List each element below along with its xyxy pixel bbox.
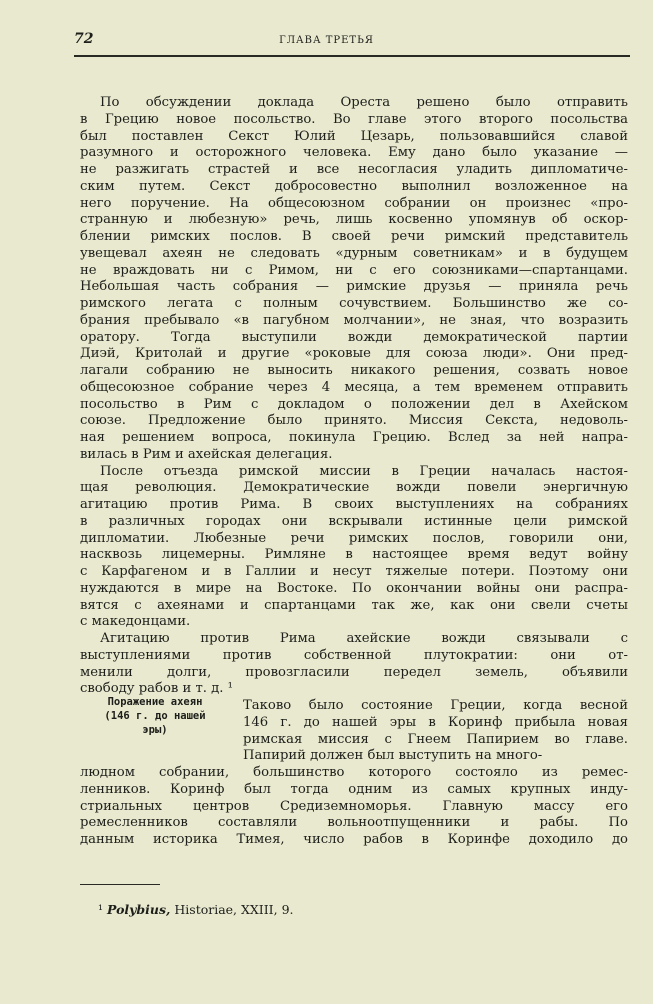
text-line: Диэй, Критолай и другие «роковые для союза люди». Они пред- [80, 346, 628, 362]
text-line: блении римских послов. В своей речи римский представитель [80, 229, 628, 244]
margin-note-line: (146 г. до нашей [104, 710, 206, 722]
text-line: вятся с ахеянами и спартанцами так же, как они свели счеты [80, 597, 628, 613]
text-line: римского легата с полным сочувствием. Большинство же со- [80, 296, 628, 311]
paragraph [80, 464, 628, 632]
text-line: Папирий должен был выступить на много- [243, 748, 543, 764]
text-line: римская миссия с Гнеем Папирием во главе. [243, 731, 628, 747]
margin-note-line: Поражение ахеян [107, 696, 203, 708]
text-line: 146 г. до нашей эры в Коринф прибыла новая [243, 714, 628, 730]
text-line: щая революция. Демократические вожди повели энергичную [80, 480, 628, 496]
text-line: людном собрании, большинство которого состояло из ремес- [80, 765, 628, 780]
text-line: агитацию против Рима. В своих выступлениях на собраниях [80, 497, 628, 512]
text-line: ремесленников составляли вольноотпущенники и рабы. По [80, 815, 628, 831]
text-line: оратору. Тогда выступили вожди демократической партии [80, 329, 628, 345]
text-line: вилась в Рим и ахейская делегация. [80, 446, 333, 462]
text-line: Агитацию против Рима ахейские вожди связывали с [100, 631, 628, 646]
text-line: дипломатии. Любезные речи римских послов, говорили они, [80, 530, 628, 546]
text-line: в Грецию новое посольство. Во главе этого второго посольства [80, 111, 628, 127]
text-line: с македонцами. [80, 614, 191, 630]
text-line: ленников. Коринф был тогда одним из самых крупных инду- [80, 781, 628, 797]
text-line: свободу рабов и т. д. ¹ [80, 681, 233, 697]
footnote-author: Polybius, [107, 902, 171, 917]
page-number: 72 [74, 31, 94, 47]
text-line: Небольшая часть собрания — римские друзья — приняла речь [80, 279, 628, 295]
text-line: менили долги, провозгласили передел земель, объявили [80, 664, 628, 680]
text-line: По обсуждении доклада Ореста решено было отправить [100, 95, 628, 110]
text-line: него поручение. На общесоюзном собрании он произнес «про- [80, 195, 628, 211]
text-line: Таково было состояние Греции, когда весной [243, 698, 628, 713]
footnote-source: Historiae, XXIII, 9. [174, 902, 294, 917]
text-line: ским путем. Секст добросовестно выполнил возложенное на [80, 178, 628, 194]
margin-note-line: эры) [142, 724, 168, 736]
paragraph [80, 631, 628, 698]
text-line: насквозь лицемерны. Римляне в настоящее время ведут войну [80, 547, 628, 563]
text-line: данным историка Тимея, число рабов в Коринфе доходило до [80, 832, 628, 847]
margin-note [80, 695, 230, 737]
text-line: общесоюзное собрание через 4 месяца, а тем временем отправить [80, 379, 628, 395]
text-line: был поставлен Секст Юлий Цезарь, пользовавшийся славой [80, 128, 628, 144]
paragraph [80, 95, 628, 464]
text-line: увещевал ахеян не следовать «дурным советникам» и в будущем [80, 245, 628, 261]
text-line: выступлениями против собственной плутократии: они от- [80, 647, 628, 663]
running-title: ГЛАВА ТРЕТЬЯ [279, 35, 374, 46]
footnote-rule [80, 884, 160, 885]
header-rule [74, 55, 630, 57]
text-line: с Карфагеном и в Галлии и несут тяжелые потери. Поэтому они [80, 564, 628, 579]
text-line: не враждовать ни с Римом, ни с его союзниками—спартанцами. [80, 262, 628, 278]
text-line: разумного и осторожного человека. Ему дано было указание — [80, 145, 628, 161]
footnote [98, 902, 294, 917]
text-line: брания пребывало «в пагубном молчании», не зная, что возразить [80, 312, 628, 328]
text-line: посольство в Рим с докладом о положении дел в Ахейском [80, 396, 628, 412]
text-line: странную и любезную» речь, лишь косвенно упомянув об оскор- [80, 212, 628, 228]
footnote-marker: ¹ [98, 902, 104, 917]
text-line: союзе. Предложение было принято. Миссия Секста, недоволь- [80, 413, 628, 429]
text-line: в различных городах они вскрывали истинные цели римской [80, 513, 628, 529]
text-line: нуждаются в мире на Востоке. По окончании войны они распра- [80, 580, 628, 596]
text-line: лагали собранию не выносить никакого решения, созвать новое [80, 363, 628, 378]
text-line: После отъезда римской миссии в Греции началась настоя- [100, 463, 628, 479]
text-line: не разжигать страстей и все несогласия уладить дипломатиче- [80, 162, 628, 177]
text-line: ная решением вопроса, покинула Грецию. Вслед за ней напра- [80, 430, 628, 445]
text-line: стриальных центров Средиземноморья. Главную массу его [80, 798, 628, 814]
